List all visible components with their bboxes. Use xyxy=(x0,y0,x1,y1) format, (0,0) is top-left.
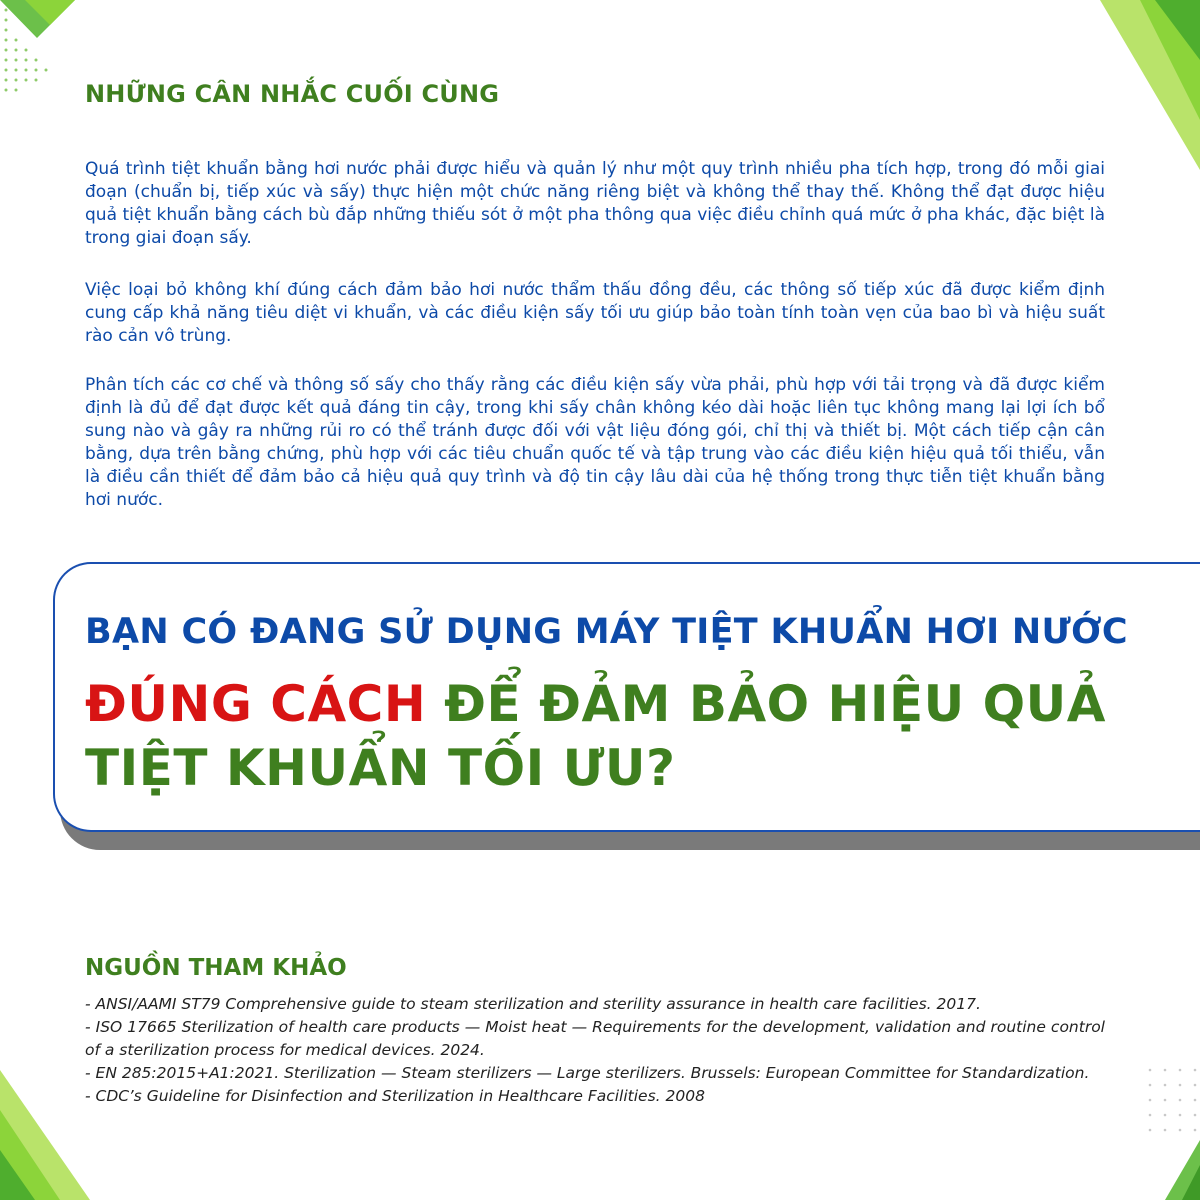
corner-decoration-bottom-right xyxy=(1110,1020,1200,1200)
corner-decoration-top-left xyxy=(0,0,90,120)
corner-decoration-top-right xyxy=(1060,0,1200,180)
callout-highlight: ĐÚNG CÁCH xyxy=(85,675,427,733)
callout-question-line1: BẠN CÓ ĐANG SỬ DỤNG MÁY TIỆT KHUẨN HƠI NƯỚC xyxy=(85,612,1128,652)
body-paragraph: Phân tích các cơ chế và thông số sấy cho thấy rằng các điều kiện sấy vừa phải, phù hợp với tải trọng và đã được kiểm định là đủ để đạt được kết quả đáng tin cậy, trong khi sấy chân không kéo dài hoặc liên tục không mang lại lợi ích bổ sung nào và gây ra những rủi ro có thể tránh được đối với vật liệu đóng gói, chỉ thị và thiết bị. Một cách tiếp cận cân bằng, dựa trên bằng chứng, phù hợp với các tiêu chuẩn quốc tế và tập trung vào các điều kiện hiệu quả tối thiểu, vẫn là điều cần thiết để đảm bảo cả hiệu quả quy trình và độ tin cậy lâu dài của hệ thống trong thực tiễn tiệt khuẩn bằng hơi nước. xyxy=(85,375,1105,510)
body-paragraph: Quá trình tiệt khuẩn bằng hơi nước phải được hiểu và quản lý như một quy trình nhiều pha tích hợp, trong đó mỗi giai đoạn (chuẩn bị, tiếp xúc và sấy) thực hiện một chức năng riêng biệt và không thể thay thế. Không thể đạt được hiệu quả tiệt khuẩn bằng cách bù đắp những thiếu sót ở một pha thông qua việc điều chỉnh quá mức ở pha khác, đặc biệt là trong giai đoạn sấy. xyxy=(85,159,1105,248)
reference-item: - ANSI/AAMI ST79 Comprehensive guide to steam sterilization and sterility assurance in health care facilities. 2017. xyxy=(85,995,981,1013)
section-title: NHỮNG CÂN NHẮC CUỐI CÙNG xyxy=(85,80,500,108)
reference-item: - EN 285:2015+A1:2021. Sterilization — Steam sterilizers — Large sterilizers. Brussels: European Committee for Standardization. xyxy=(85,1064,1090,1082)
callout-question-rest: ĐỂ ĐẢM BẢO HIỆU QUẢ TIỆT KHUẨN TỐI ƯU? xyxy=(85,675,1106,797)
reference-item: - ISO 17665 Sterilization of health care products — Moist heat — Requirements for the development, validation and routine control of a sterilization process for medical devices. 2024. xyxy=(85,1018,1105,1059)
callout-question-line2 xyxy=(85,672,1185,800)
references-title: NGUỒN THAM KHẢO xyxy=(85,955,347,981)
references-list xyxy=(85,993,1105,1108)
body-paragraph: Việc loại bỏ không khí đúng cách đảm bảo hơi nước thẩm thấu đồng đều, các thông số tiếp xúc đã được kiểm định cung cấp khả năng tiêu diệt vi khuẩn, và các điều kiện sấy tối ưu giúp bảo toàn tính toàn vẹn của bao bì và hiệu suất rào cản vô trùng. xyxy=(85,280,1105,346)
corner-decoration-bottom-left xyxy=(0,1070,90,1200)
reference-item: - CDC’s Guideline for Disinfection and Sterilization in Healthcare Facilities. 2008 xyxy=(85,1087,705,1105)
